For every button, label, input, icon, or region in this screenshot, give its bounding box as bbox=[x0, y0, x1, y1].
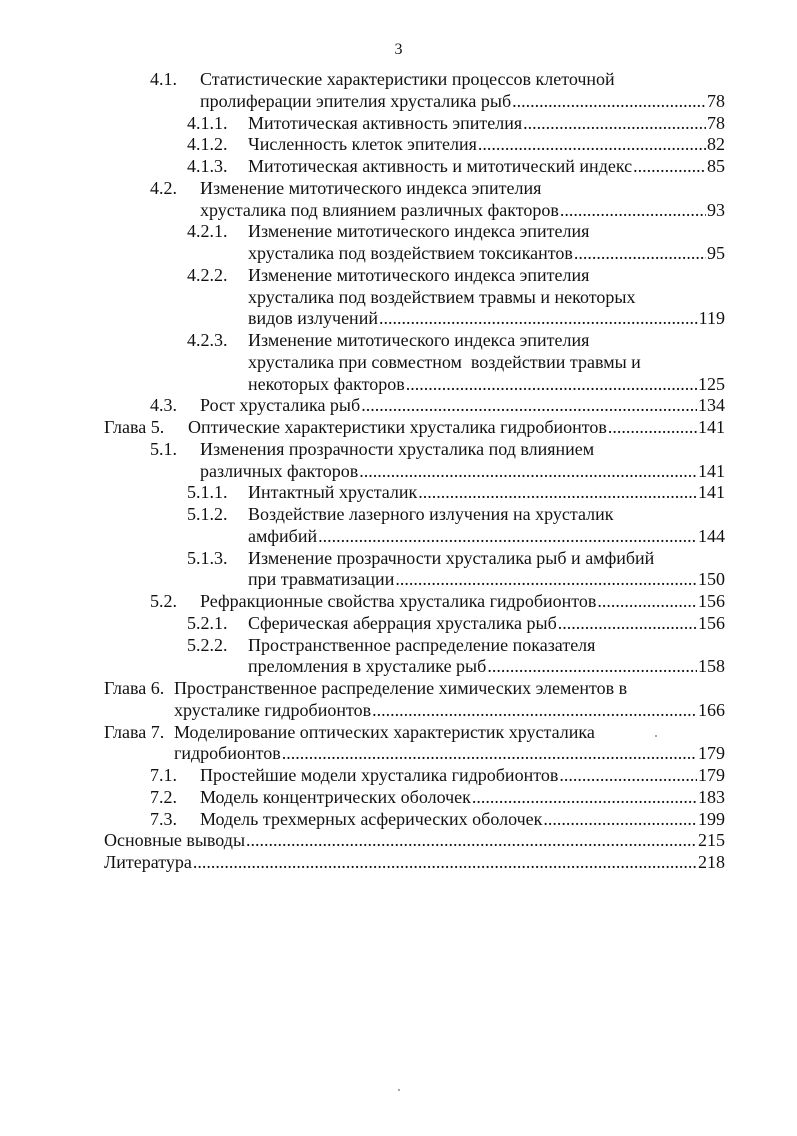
toc-entry-page: 166 bbox=[698, 699, 725, 720]
toc-entry-4-2-1 bbox=[0, 221, 797, 265]
toc-entry-text bbox=[104, 852, 725, 874]
toc-entry-last-line bbox=[174, 700, 725, 722]
toc-entry-text bbox=[104, 830, 725, 852]
dot-leader bbox=[372, 700, 697, 722]
toc-entry-last-line bbox=[248, 243, 725, 265]
toc-entry-last-line bbox=[174, 743, 725, 765]
dot-leader bbox=[559, 765, 697, 787]
toc-entry-number: 5.1.1. bbox=[187, 482, 228, 503]
toc-entry-line: Численность клеток эпителия bbox=[248, 134, 477, 155]
toc-entry-line: Митотическая активность эпителия bbox=[248, 112, 523, 133]
toc-entry-7-2 bbox=[0, 787, 797, 809]
scan-speck bbox=[655, 735, 657, 737]
toc-entry-line: Изменение прозрачности хрусталика рыб и амфибий bbox=[248, 547, 655, 568]
toc-entry-number: 4.2.2. bbox=[187, 264, 228, 285]
dot-leader bbox=[418, 482, 697, 504]
toc-entry-text bbox=[248, 482, 725, 504]
toc-entry-line: некоторых факторов bbox=[248, 373, 405, 394]
toc-entry-text bbox=[248, 548, 725, 592]
toc-entry-number: 5.2.1. bbox=[187, 612, 228, 633]
dot-leader bbox=[574, 243, 706, 265]
toc-entry-last-line bbox=[248, 526, 725, 548]
dot-leader bbox=[512, 91, 706, 113]
dot-leader bbox=[608, 417, 697, 439]
toc-entry-text bbox=[248, 156, 725, 178]
toc-entry-text bbox=[188, 417, 725, 439]
toc-entry-page: 156 bbox=[698, 591, 725, 611]
toc-entry-line: Изменения прозрачности хрусталика под влиянием bbox=[200, 438, 595, 459]
toc-entry-line: хрусталика под воздействием токсикантов bbox=[248, 243, 573, 263]
toc-entry-page: 85 bbox=[707, 156, 725, 176]
toc-entry-last-line bbox=[248, 113, 725, 135]
toc-entry-line: Изменение митотического индекса эпителия bbox=[248, 264, 590, 285]
toc-entry-page: 82 bbox=[707, 134, 725, 155]
dot-leader bbox=[282, 743, 697, 765]
toc-entry-page: 93 bbox=[707, 199, 725, 220]
dot-leader bbox=[246, 830, 697, 852]
toc-entry-last-line bbox=[248, 374, 725, 396]
toc-entry-line: гидробионтов bbox=[174, 743, 281, 764]
toc-entry-line: различных факторов bbox=[200, 460, 359, 481]
toc-entry-page: 134 bbox=[698, 395, 725, 416]
toc-entry-page: 141 bbox=[698, 460, 725, 481]
toc-entry-page: 215 bbox=[698, 830, 725, 851]
toc-entry-last-line bbox=[200, 591, 725, 613]
dot-leader bbox=[558, 613, 697, 635]
toc-entry-text bbox=[248, 504, 725, 548]
toc-entry-5-1-3 bbox=[0, 548, 797, 592]
toc-entry-line: Модель концентрических оболочек bbox=[200, 786, 471, 807]
dot-leader bbox=[543, 809, 697, 831]
dot-leader bbox=[523, 113, 706, 135]
toc-entry-page: 95 bbox=[707, 243, 725, 263]
toc-entry-4-1-3 bbox=[0, 156, 797, 178]
toc-entry-page: 179 bbox=[698, 765, 725, 785]
toc-entry-number: 5.1. bbox=[150, 438, 177, 459]
toc-entry-line: видов излучений bbox=[248, 308, 378, 329]
toc-entry-line: Оптические характеристики хрусталика гидробионтов bbox=[188, 417, 607, 437]
toc-entry-number: 7.1. bbox=[150, 765, 177, 785]
toc-entry-page: 125 bbox=[698, 373, 725, 394]
toc-entry-last-line bbox=[200, 809, 725, 831]
toc-entry-number: 5.2.2. bbox=[187, 634, 228, 655]
toc-entry-line: Изменение митотического индекса эпителия bbox=[248, 221, 590, 242]
toc-entry-number: 4.3. bbox=[150, 395, 177, 416]
toc-entry-line: хрусталика под воздействием травмы и некоторых bbox=[248, 286, 636, 307]
toc-entry-text bbox=[248, 265, 725, 330]
toc-entry-number: 5.2. bbox=[150, 591, 177, 611]
toc-entry-page: 183 bbox=[698, 786, 725, 807]
toc-entry-line: Интактный хрусталик bbox=[248, 482, 418, 503]
toc-entry-number: 7.3. bbox=[150, 808, 177, 829]
toc-entry-line: Простейшие модели хрусталика гидробионтов bbox=[200, 765, 559, 785]
toc-entry-last-line bbox=[200, 461, 725, 483]
dot-leader bbox=[633, 156, 706, 178]
toc-entry-4-2-3 bbox=[0, 330, 797, 395]
dot-leader bbox=[406, 374, 697, 396]
toc-entry-last-line bbox=[248, 134, 725, 156]
toc-entry-number: 4.1.3. bbox=[187, 156, 228, 176]
page-number: 3 bbox=[394, 41, 403, 58]
toc-entry-text bbox=[200, 765, 725, 787]
toc-entry-7-1 bbox=[0, 765, 797, 787]
toc-entry-last-line bbox=[200, 395, 725, 417]
toc-entry-text bbox=[200, 69, 725, 113]
toc-entry-line: Пространственное распределение химических элементов в bbox=[174, 678, 628, 698]
toc-entry-line: Модель трехмерных асферических оболочек bbox=[200, 808, 543, 829]
toc-entry-line: Митотическая активность и митотический индекс bbox=[248, 156, 633, 176]
toc-entry-5-2-1 bbox=[0, 613, 797, 635]
toc-entry-text bbox=[200, 787, 725, 809]
toc-entry-chapter-7 bbox=[0, 722, 797, 766]
dot-leader bbox=[487, 656, 697, 678]
toc-entry-7-3 bbox=[0, 809, 797, 831]
dot-leader bbox=[318, 526, 697, 548]
toc-entry-4-1-2 bbox=[0, 134, 797, 156]
toc-entry-line: при травматизации bbox=[248, 569, 395, 590]
toc-entry-last-line bbox=[248, 156, 725, 178]
toc-entry-chapter-5 bbox=[0, 417, 797, 439]
toc-entry-line: хрусталике гидробионтов bbox=[174, 699, 372, 720]
toc-entry-text bbox=[174, 722, 725, 766]
dot-leader bbox=[379, 308, 698, 330]
toc-entry-page: 156 bbox=[698, 612, 725, 633]
toc-entry-last-line bbox=[188, 417, 725, 439]
toc-entry-conclusions bbox=[0, 830, 797, 852]
toc-entry-last-line bbox=[200, 200, 725, 222]
toc-entry-5-1 bbox=[0, 439, 797, 483]
toc-entry-line: Рост хрусталика рыб bbox=[200, 395, 361, 416]
toc-entry-last-line bbox=[248, 482, 725, 504]
toc-entry-text bbox=[200, 809, 725, 831]
dot-leader bbox=[359, 461, 697, 483]
table-of-contents bbox=[0, 69, 797, 874]
toc-entry-number: 7.2. bbox=[150, 786, 177, 807]
dot-leader bbox=[597, 591, 697, 613]
toc-entry-page: 150 bbox=[698, 569, 725, 590]
toc-entry-line: Основные выводы bbox=[104, 830, 246, 851]
toc-entry-line: амфибий bbox=[248, 525, 318, 546]
toc-entry-line: Воздействие лазерного излучения на хрусталик bbox=[248, 504, 614, 524]
toc-entry-number: 4.2.3. bbox=[187, 330, 228, 350]
toc-entry-4-1-1 bbox=[0, 113, 797, 135]
toc-entry-number: Глава 7. bbox=[104, 721, 165, 742]
toc-entry-text bbox=[174, 678, 725, 722]
toc-entry-text bbox=[200, 439, 725, 483]
toc-entry-last-line bbox=[248, 613, 725, 635]
toc-entry-number: 5.1.3. bbox=[187, 547, 228, 568]
toc-entry-number: 5.1.2. bbox=[187, 504, 228, 524]
toc-entry-page: 158 bbox=[698, 656, 725, 677]
toc-entry-text bbox=[200, 395, 725, 417]
toc-entry-number: 4.2. bbox=[150, 177, 177, 198]
toc-entry-line: Изменение митотического индекса эпителия bbox=[200, 177, 542, 198]
toc-entry-number: 4.1.2. bbox=[187, 134, 228, 155]
toc-entry-page: 141 bbox=[698, 417, 725, 437]
toc-entry-number: 4.1. bbox=[150, 69, 177, 89]
toc-entry-line: Статистические характеристики процессов клеточной bbox=[200, 69, 615, 89]
toc-entry-last-line bbox=[200, 91, 725, 113]
toc-entry-page: 179 bbox=[698, 743, 725, 764]
toc-entry-text bbox=[248, 221, 725, 265]
toc-entry-last-line bbox=[200, 787, 725, 809]
toc-entry-text bbox=[248, 635, 725, 679]
toc-entry-5-2 bbox=[0, 591, 797, 613]
toc-entry-line: Пространственное распределение показателя bbox=[248, 634, 596, 655]
toc-entry-number: 4.2.1. bbox=[187, 221, 228, 242]
toc-entry-page: 144 bbox=[698, 525, 725, 546]
toc-entry-line: Моделирование оптических характеристик хрусталика bbox=[174, 721, 595, 742]
dot-leader bbox=[478, 134, 706, 156]
toc-entry-last-line bbox=[248, 569, 725, 591]
toc-entry-text bbox=[248, 113, 725, 135]
toc-entry-page: 119 bbox=[698, 308, 725, 329]
dot-leader bbox=[472, 787, 697, 809]
dot-leader bbox=[560, 200, 706, 222]
toc-entry-4-3 bbox=[0, 395, 797, 417]
toc-entry-page: 78 bbox=[707, 90, 725, 111]
scan-speck bbox=[398, 1089, 400, 1091]
toc-entry-page: 218 bbox=[698, 852, 725, 872]
toc-entry-last-line bbox=[104, 830, 725, 852]
toc-entry-text bbox=[200, 591, 725, 613]
toc-entry-number: 4.1.1. bbox=[187, 112, 228, 133]
toc-entry-5-1-2 bbox=[0, 504, 797, 548]
toc-entry-last-line bbox=[248, 656, 725, 678]
dot-leader bbox=[395, 569, 697, 591]
toc-entry-5-2-2 bbox=[0, 635, 797, 679]
toc-entry-4-2-2 bbox=[0, 265, 797, 330]
toc-entry-number: Глава 6. bbox=[104, 678, 165, 698]
toc-entry-page: 199 bbox=[698, 808, 725, 829]
toc-entry-line: Литература bbox=[104, 852, 192, 872]
toc-entry-text bbox=[248, 134, 725, 156]
toc-entry-5-1-1 bbox=[0, 482, 797, 504]
dot-leader bbox=[193, 852, 697, 874]
toc-entry-line: пролиферации эпителия хрусталика рыб bbox=[200, 90, 512, 111]
toc-entry-line: преломления в хрусталике рыб bbox=[248, 656, 487, 677]
toc-entry-line: хрусталика под влиянием различных факторов bbox=[200, 199, 559, 220]
toc-entry-text bbox=[248, 330, 725, 395]
toc-entry-text bbox=[200, 178, 725, 222]
toc-entry-line: Изменение митотического индекса эпителия bbox=[248, 330, 590, 350]
toc-entry-last-line bbox=[248, 308, 725, 330]
toc-entry-page: 78 bbox=[707, 112, 725, 133]
toc-entry-line: хрусталика при совместном воздействии травмы и bbox=[248, 351, 641, 372]
toc-entry-4-2 bbox=[0, 178, 797, 222]
toc-entry-text bbox=[248, 613, 725, 635]
toc-entry-number: Глава 5. bbox=[104, 417, 165, 437]
toc-entry-last-line bbox=[200, 765, 725, 787]
toc-entry-4-1 bbox=[0, 69, 797, 113]
toc-entry-line: Рефракционные свойства хрусталика гидробионтов bbox=[200, 591, 597, 611]
toc-entry-references bbox=[0, 852, 797, 874]
toc-entry-last-line bbox=[104, 852, 725, 874]
toc-entry-chapter-6 bbox=[0, 678, 797, 722]
toc-entry-page: 141 bbox=[698, 482, 725, 503]
toc-entry-line: Сферическая аберрация хрусталика рыб bbox=[248, 612, 557, 633]
dot-leader bbox=[361, 395, 697, 417]
